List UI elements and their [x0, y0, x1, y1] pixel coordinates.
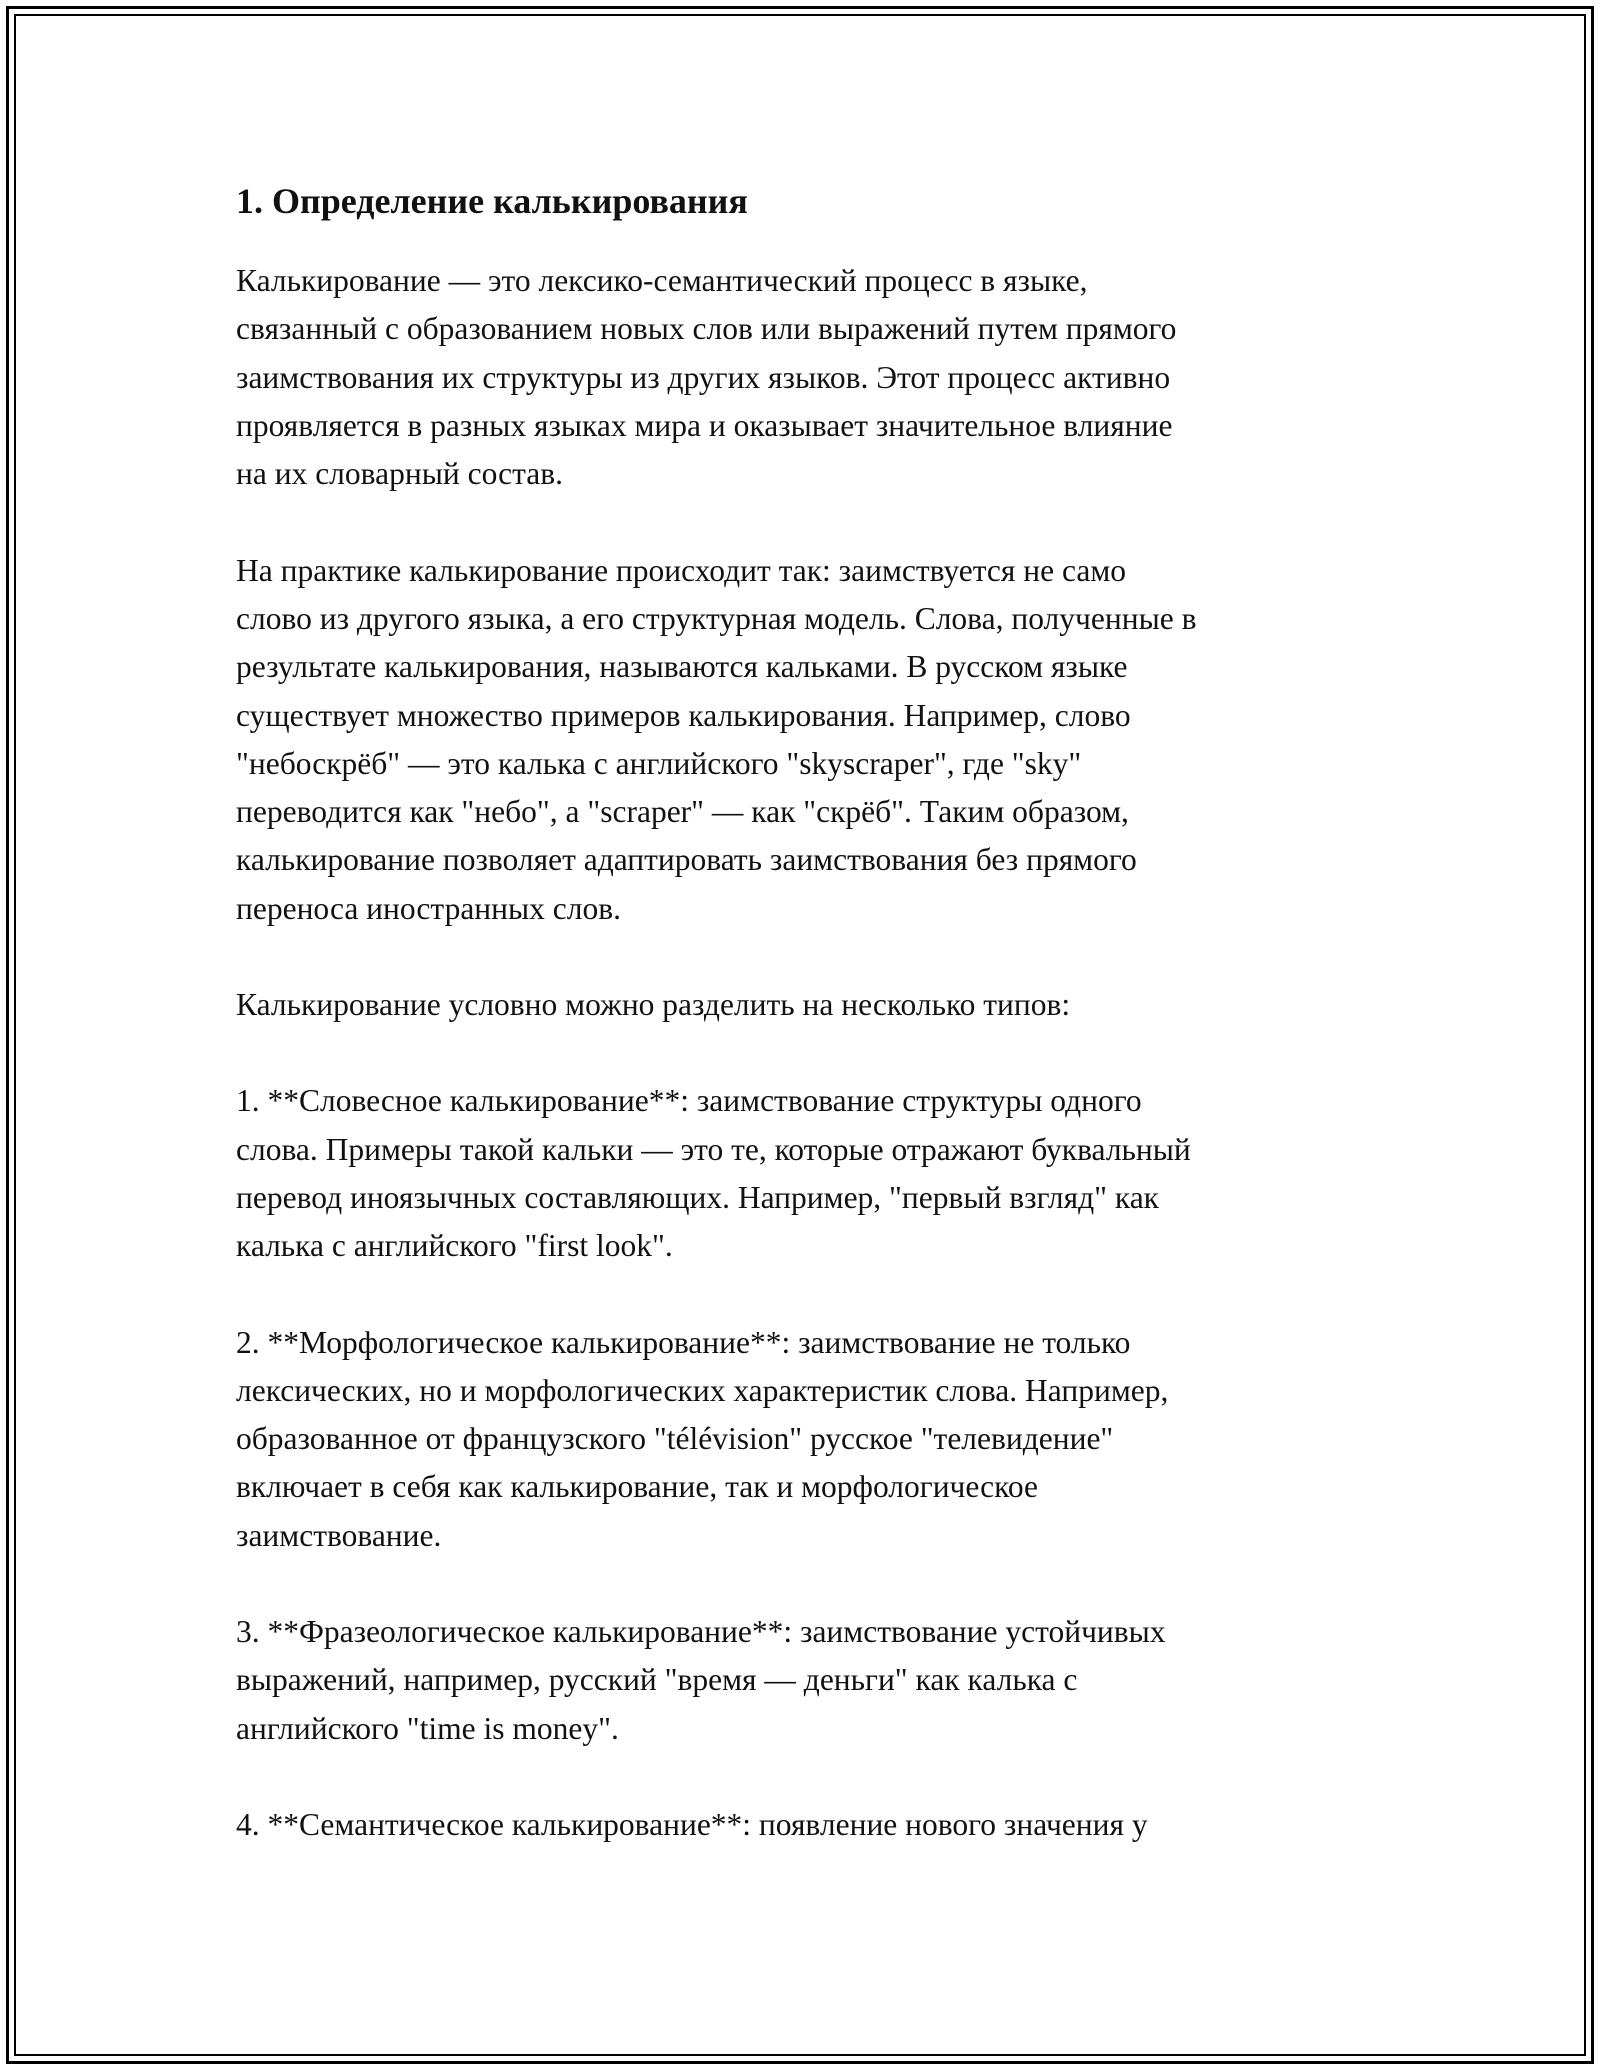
document-body — [236, 180, 1386, 1897]
list-item-semantic-calque: 4. **Семантическое калькирование**: появление нового значения у — [236, 1806, 1148, 1842]
list-item-phraseological-calque: 3. **Фразеологическое калькирование**: заимствование устойчивых выражений, например, русский "время — деньги" как калька с английского "time is money". — [236, 1614, 1166, 1746]
paragraph-types-intro: Калькирование условно можно разделить на несколько типов: — [236, 987, 1071, 1023]
list-item-morphological-calque: 2. **Морфологическое калькирование**: заимствование не только лексических, но и морфологических характеристик слова. Например, образованное от французского "télévision" русское "телевидение" включает в себя как калькирование, так и морфологическое заимствование. — [236, 1324, 1169, 1553]
section-heading: 1. Определение калькирования — [236, 181, 748, 221]
list-item-word-calque: 1. **Словесное калькирование**: заимствование структуры одного слова. Примеры такой кальки — это те, которые отражают буквальный перевод иноязычных составляющих. Например, "первый взгляд" как калька с английского "first look". — [236, 1083, 1191, 1264]
paragraph-practice: На практике калькирование происходит так: заимствуется не само слово из другого языка, а его структурная модель. Слова, полученные в результате калькирования, называются кальками. В русском языке существует множество примеров калькирования. Например, слово "небоскрёб" — это калька с английского "skyscraper", где "sky" переводится как "небо", а "scraper" — как "скрёб". Таким образом, калькирование позволяет адаптировать заимствования без прямого переноса иностранных слов. — [236, 552, 1197, 926]
paragraph-definition: Калькирование — это лексико-семантический процесс в языке, связанный с образованием новых слов или выражений путем прямого заимствования их структуры из других языков. Этот процесс активно проявляется в разных языках мира и оказывает значительное влияние на их словарный состав. — [236, 263, 1177, 492]
